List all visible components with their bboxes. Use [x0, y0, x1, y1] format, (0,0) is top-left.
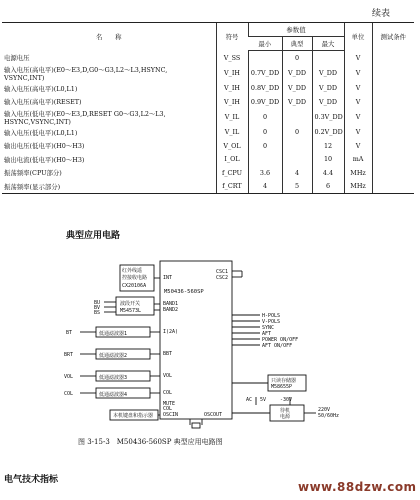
cell-min: 0 — [248, 126, 282, 140]
cell-unit: V — [344, 65, 372, 82]
mains-frequency: 50/60Hz — [318, 413, 340, 419]
signal-aft-onoff: AFT ON/OFF — [262, 343, 293, 349]
signal-v-pols: V-POLS — [262, 319, 281, 325]
cell-unit: V — [344, 82, 372, 96]
cell-test — [372, 139, 414, 153]
cell-typ: V_DD — [282, 95, 312, 109]
left-label-bt: BT — [66, 330, 73, 336]
cell-name: 输出电压(低电平)(H0～H3) — [4, 142, 85, 151]
band-label-bu: BU — [94, 300, 101, 306]
table-row — [2, 51, 414, 65]
supply-5v: 5V — [260, 397, 267, 403]
cell-symbol: V_SS — [216, 51, 248, 65]
cell-typ — [282, 109, 312, 126]
band-label-bv: BV — [94, 305, 101, 311]
cell-min: 0 — [248, 139, 282, 153]
pin-int: INT — [163, 275, 173, 281]
cell-min — [248, 51, 282, 65]
ir-box-line3: CX20106A — [122, 283, 147, 289]
cell-name: 振荡频率(CPU部分) — [4, 169, 62, 178]
cell-min: 4 — [248, 180, 282, 194]
supply-30v: -30V — [280, 397, 293, 403]
cell-max: 10 — [312, 153, 344, 167]
cell-max: V_DD — [312, 82, 344, 96]
pin-oscin: OSCIN — [163, 412, 179, 418]
pin-oscout: OSCOUT — [204, 412, 223, 418]
cell-name: 输入电压(高电平)(RESET) — [4, 98, 82, 107]
cell-symbol: V_IH — [216, 82, 248, 96]
mains-voltage: 220V — [318, 407, 331, 413]
cell-name — [2, 65, 216, 82]
pin-band1: BAND1 — [163, 301, 179, 307]
figure-caption: 图 3-15-3 M50436-560SP 典型应用电路图 — [78, 438, 223, 446]
signal-aft: AFT — [262, 331, 272, 337]
ir-box-line2: 控接收电路 — [122, 275, 148, 281]
pin-vol: VOL — [163, 373, 173, 379]
keyboard-label: 本机键盘和指示器 — [113, 413, 154, 419]
cell-min: 0 — [248, 109, 282, 126]
signal-h-pols: H-POLS — [262, 313, 281, 319]
cell-unit: V — [344, 95, 372, 109]
header-test: 测试条件 — [372, 23, 414, 51]
cell-name: 振荡频率(显示部分) — [2, 180, 216, 194]
cell-min: 3.6 — [248, 166, 282, 180]
cell-symbol: f_CRT — [216, 180, 248, 194]
application-circuit-diagram — [60, 255, 360, 435]
cell-name-line1: 输入电压(低电平)(E0～E3,D,RESET G0～G3,L2～L3, — [4, 109, 166, 118]
cell-typ: V_DD — [282, 65, 312, 82]
cell-test — [372, 95, 414, 109]
header-unit: 单位 — [344, 23, 372, 51]
pin-bbt: BBT — [163, 351, 173, 357]
cell-min: 0.7V_DD — [248, 65, 282, 82]
header-typ: 典型 — [282, 37, 312, 51]
cell-max: 4.4 — [312, 166, 344, 180]
cell-symbol: f_CPU — [216, 166, 248, 180]
header-min: 最小 — [248, 37, 282, 51]
cell-max: 0.2V_DD — [312, 126, 344, 140]
pin-csc2: CSC2 — [216, 275, 229, 281]
cell-symbol: V_IL — [216, 109, 248, 126]
cell-name: 输入电压(高电平)(L0,L1) — [4, 84, 78, 93]
cell-typ: 0 — [282, 51, 312, 65]
cell-symbol: V_IH — [216, 95, 248, 109]
cell-unit: V — [344, 51, 372, 65]
cell-max: 0.3V_DD — [312, 109, 344, 126]
cell-name — [2, 109, 216, 126]
cell-symbol: I_OL — [216, 153, 248, 167]
cell-symbol: V_IH — [216, 65, 248, 82]
cell-max: 6 — [312, 180, 344, 194]
cell-test — [372, 166, 414, 180]
rom-label-2: M58655P — [271, 384, 293, 390]
cell-unit: MHz — [344, 180, 372, 194]
parameter-table — [2, 22, 414, 194]
cell-test — [372, 65, 414, 82]
ir-box-line1: 红外线遥 — [122, 268, 143, 274]
cell-max: V_DD — [312, 95, 344, 109]
cell-name: 输入电压(低电平)(L0,L1) — [4, 128, 78, 137]
standby-label-2: 电源 — [280, 414, 291, 420]
standby-label-1: 待机 — [280, 408, 291, 414]
continued-label: 续表 — [372, 9, 391, 19]
table-row — [2, 139, 414, 153]
cell-test — [372, 82, 414, 96]
table-row — [2, 109, 414, 126]
supply-ac: AC — [246, 397, 253, 403]
table-row — [2, 65, 414, 82]
header-symbol: 符号 — [216, 23, 248, 51]
cell-name: 电源电压 — [4, 54, 30, 62]
cell-min — [248, 153, 282, 167]
cell-name-line2: HSYNC,VSYNC,INT) — [4, 117, 71, 126]
cell-min: 0.8V_DD — [248, 82, 282, 96]
cell-test — [372, 180, 414, 194]
pin-mute: MUTE — [163, 401, 176, 407]
cell-symbol: V_IL — [216, 126, 248, 140]
pin-band2: BAND2 — [163, 307, 179, 313]
cell-test — [372, 126, 414, 140]
lpf-label-4: 低通滤波器4 — [99, 392, 128, 398]
section-title: 典型应用电路 — [66, 231, 121, 241]
watermark-url: www.88dzw.com — [298, 480, 417, 494]
footer-section-title: 电气技术指标 — [4, 475, 59, 485]
signal-sync: SYNC — [262, 325, 275, 331]
cell-name-line2: VSYNC,INT) — [4, 73, 45, 82]
header-max: 最大 — [312, 37, 344, 51]
cell-max: 12 — [312, 139, 344, 153]
cell-name: 输出电流(低电平)(H0～H3) — [4, 155, 85, 164]
cell-test — [372, 109, 414, 126]
band-box-line1: 波段开关 — [120, 301, 141, 307]
cell-max — [312, 51, 344, 65]
table-row — [2, 82, 414, 96]
cell-min: 0.9V_DD — [248, 95, 282, 109]
cell-typ: 4 — [282, 166, 312, 180]
cell-unit: V — [344, 109, 372, 126]
cell-typ: 0 — [282, 126, 312, 140]
cell-max: V_DD — [312, 65, 344, 82]
cell-test — [372, 153, 414, 167]
lpf-label-1: 低通滤波器1 — [99, 331, 128, 337]
cell-symbol: V_OL — [216, 139, 248, 153]
left-label-col: COL — [64, 391, 74, 397]
rom-label-1: 只读存储器 — [271, 378, 297, 384]
left-label-brt: BRT — [64, 352, 74, 358]
table-row — [2, 153, 414, 167]
cell-unit: V — [344, 126, 372, 140]
band-box-line2: M54573L — [120, 308, 142, 314]
table-row — [2, 180, 414, 194]
cell-typ — [282, 153, 312, 167]
table-row — [2, 166, 414, 180]
cell-typ: V_DD — [282, 82, 312, 96]
chip-name-label: M50436-560SP — [164, 289, 204, 295]
table-row — [2, 95, 414, 109]
signal-power: POWER ON/OFF — [262, 337, 299, 343]
lpf-label-2: 低通滤波器2 — [99, 353, 128, 359]
cell-unit: mA — [344, 153, 372, 167]
table-row — [2, 126, 414, 140]
band-label-bs: BS — [94, 310, 101, 316]
left-label-vol: VOL — [64, 374, 74, 380]
pin-col: COL — [163, 390, 173, 396]
lpf-label-3: 低通滤波器3 — [99, 375, 128, 381]
cell-test — [372, 51, 414, 65]
pin-col2: COL — [163, 406, 173, 412]
cell-name-line1: 输入电压(高电平)(E0～E3,D,G0～G3,L2～L3,HSYNC, — [4, 65, 168, 74]
cell-unit: V — [344, 139, 372, 153]
pin-csc1: CSC1 — [216, 269, 229, 275]
header-param-values: 参数值 — [248, 23, 344, 37]
cell-typ: 5 — [282, 180, 312, 194]
pin-i2a: I(2A) — [163, 329, 179, 335]
cell-unit: MHz — [344, 166, 372, 180]
cell-typ — [282, 139, 312, 153]
header-name: 名 称 — [2, 23, 216, 51]
